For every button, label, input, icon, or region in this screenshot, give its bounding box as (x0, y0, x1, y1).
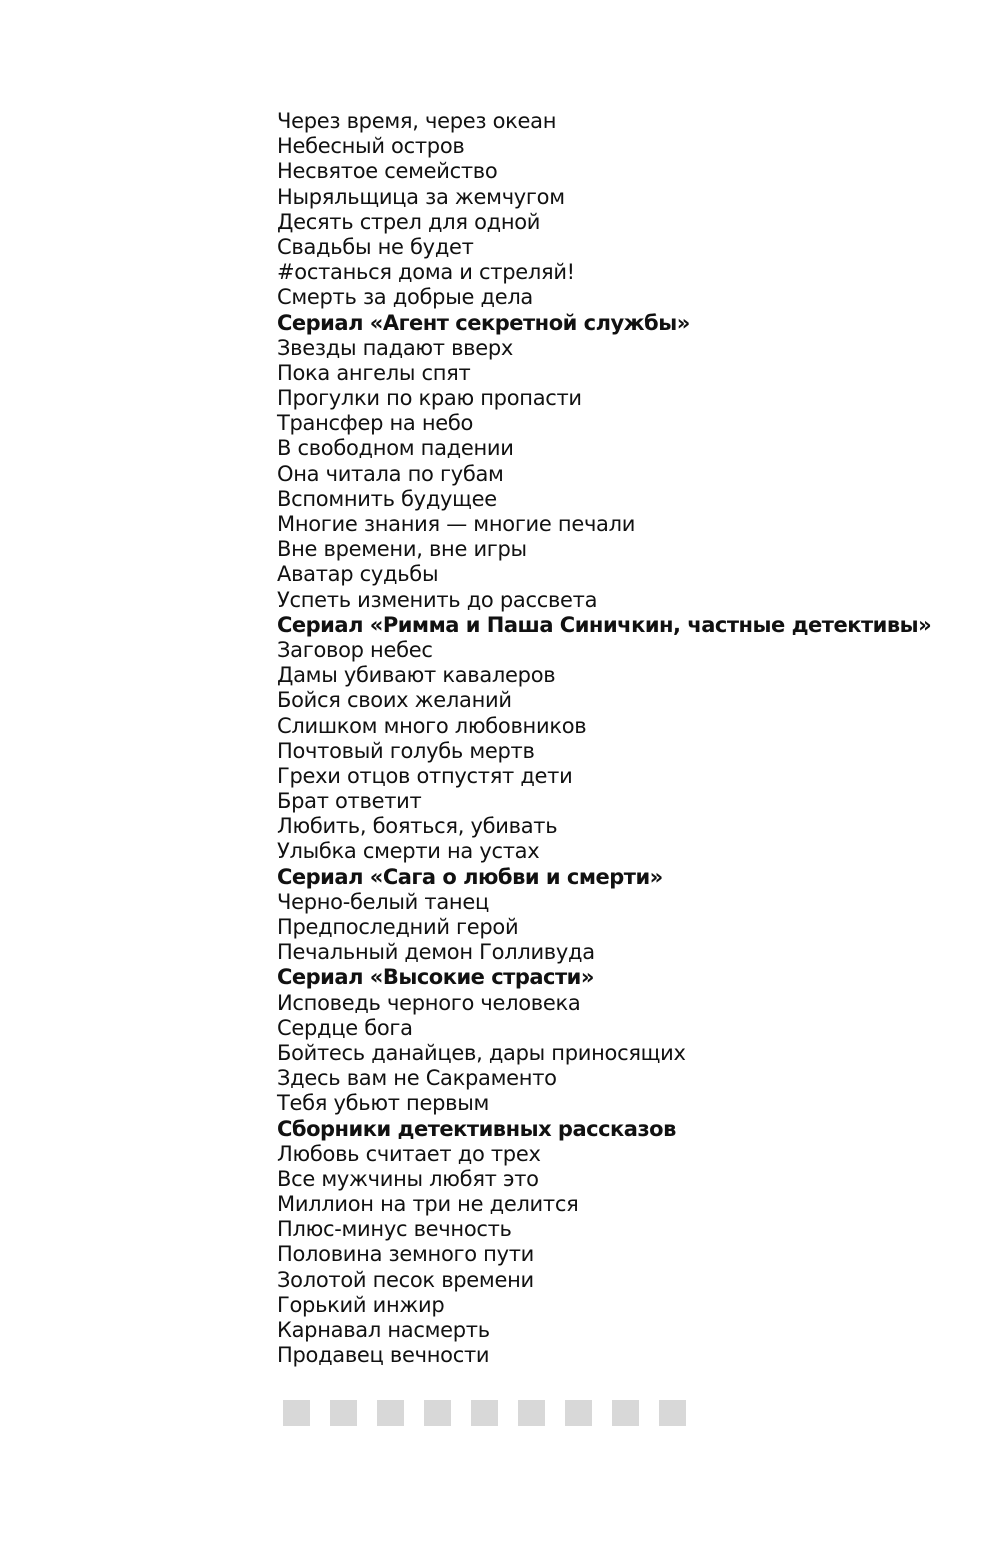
series-heading: Сериал «Римма и Паша Синичкин, частные детективы» (277, 612, 932, 637)
ornament-square (377, 1400, 404, 1426)
book-title: Успеть изменить до рассвета (277, 587, 598, 612)
book-title: Дамы убивают кавалеров (277, 663, 556, 688)
book-title: Пока ангелы спят (277, 360, 471, 385)
series-heading: Сериал «Сага о любви и смерти» (277, 864, 663, 889)
book-title: Почтовый голубь мертв (277, 738, 535, 763)
book-title: Ныряльщица за жемчугом (277, 184, 565, 209)
book-title: Карнавал насмерть (277, 1318, 490, 1342)
book-title: Через время, через океан (277, 109, 557, 133)
ornament-square (565, 1400, 592, 1426)
book-title: Здесь вам не Сакраменто (277, 1066, 557, 1091)
ornament-square (518, 1400, 545, 1426)
ornament-square (659, 1400, 686, 1426)
book-title: Звезды падают вверх (277, 335, 514, 360)
book-title: #останься дома и стреляй! (277, 260, 575, 285)
book-title: Улыбка смерти на устах (277, 839, 540, 864)
book-list (277, 109, 977, 1368)
book-title: Свадьбы не будет (277, 234, 474, 259)
book-title: Трансфер на небо (277, 411, 474, 436)
book-title: Вне времени, вне игры (277, 537, 527, 562)
book-title: Плюс-минус вечность (277, 1217, 512, 1242)
book-title: Черно-белый танец (277, 889, 489, 914)
ornament-square (283, 1400, 310, 1426)
book-title: Многие знания — многие печали (277, 512, 636, 536)
book-title: Вспомнить будущее (277, 486, 497, 511)
book-title: Миллион на три не делится (277, 1192, 579, 1217)
book-title: Любить, бояться, убивать (277, 814, 558, 839)
book-title: Грехи отцов отпустят дети (277, 763, 573, 788)
series-heading: Сериал «Агент секретной службы» (277, 310, 690, 335)
book-title: Бойся своих желаний (277, 688, 512, 713)
series-heading: Сборники детективных рассказов (277, 1116, 676, 1141)
book-title: Предпоследний герой (277, 915, 519, 939)
book-title: Продавец вечности (277, 1343, 490, 1368)
book-title: В свободном падении (277, 436, 514, 461)
ornament-square (424, 1400, 451, 1426)
book-title: Все мужчины любят это (277, 1166, 539, 1191)
page-ornament (283, 1400, 686, 1426)
book-title: Половина земного пути (277, 1242, 535, 1267)
book-title: Прогулки по краю пропасти (277, 386, 582, 411)
book-title: Смерть за добрые дела (277, 285, 534, 310)
series-heading: Сериал «Высокие страсти» (277, 965, 594, 990)
book-title: Она читала по губам (277, 461, 504, 486)
book-title: Сердце бога (277, 1015, 413, 1040)
book-title: Несвятое семейство (277, 159, 498, 184)
book-title: Горький инжир (277, 1292, 445, 1317)
book-title: Брат ответит (277, 789, 422, 814)
book-title: Десять стрел для одной (277, 209, 541, 234)
book-title: Исповедь черного человека (277, 990, 581, 1015)
book-title: Золотой песок времени (277, 1267, 534, 1292)
book-title: Аватар судьбы (277, 562, 439, 587)
ornament-square (471, 1400, 498, 1426)
ornament-square (612, 1400, 639, 1426)
book-title: Заговор небес (277, 637, 433, 662)
book-title: Печальный демон Голливуда (277, 940, 595, 965)
book-title: Небесный остров (277, 134, 465, 159)
book-title: Любовь считает до трех (277, 1141, 541, 1166)
ornament-square (330, 1400, 357, 1426)
book-title: Бойтесь данайцев, дары приносящих (277, 1040, 686, 1065)
book-title: Тебя убьют первым (277, 1091, 490, 1116)
book-title: Слишком много любовников (277, 713, 587, 738)
